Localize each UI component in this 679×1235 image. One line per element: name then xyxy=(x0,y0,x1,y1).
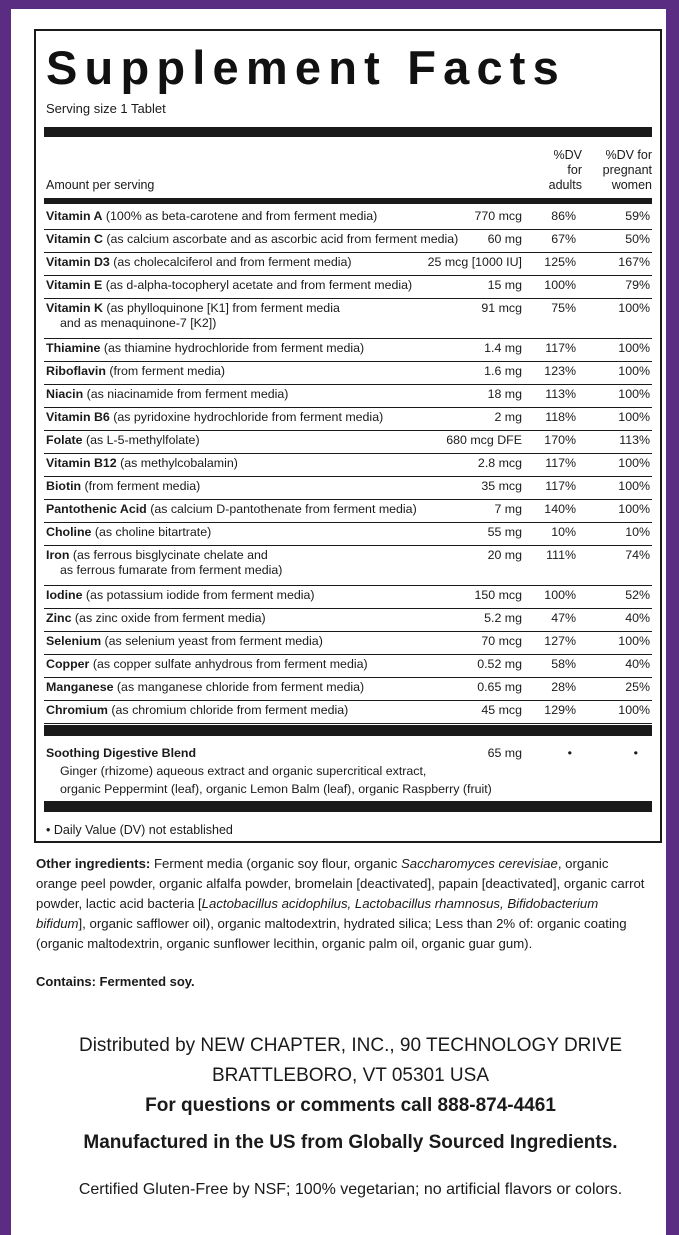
certification-statement: Certified Gluten-Free by NSF; 100% vegetarian; no artificial flavors or colors. xyxy=(78,1181,623,1198)
nutrient-row xyxy=(44,339,652,362)
nutrient-row xyxy=(44,655,652,678)
nutrient-name: Manganese xyxy=(46,680,114,694)
nutrient-name: Vitamin A xyxy=(46,209,103,223)
nutrient-name: Pantothenic Acid xyxy=(46,502,147,516)
nutrient-source-cont: and as menaquinone-7 [K2]) xyxy=(60,316,217,330)
nutrient-name: Vitamin D3 xyxy=(46,255,110,269)
nutrient-row xyxy=(44,230,652,253)
panel-title: Supplement Facts xyxy=(46,41,567,94)
nutrient-row xyxy=(44,362,652,385)
nutrient-row xyxy=(44,276,652,299)
nutrient-name: Iron xyxy=(46,548,70,562)
dv-adult: 58% xyxy=(551,657,576,671)
nutrient-row xyxy=(44,632,652,655)
nutrient-amount: 55 mg xyxy=(487,525,522,539)
dv-pregnant: 59% xyxy=(625,209,650,223)
nutrient-source: (as zinc oxide from ferment media) xyxy=(71,611,266,625)
nutrient-source: (from ferment media) xyxy=(105,364,226,378)
nutrient-source-cont: as ferrous fumarate from ferment media) xyxy=(60,563,283,577)
nutrient-name: Vitamin B6 xyxy=(46,410,110,424)
dv-adult: 117% xyxy=(545,479,576,493)
column-header xyxy=(46,139,652,195)
dv-footnote: • Daily Value (DV) not established xyxy=(46,823,233,837)
dv-adult: 118% xyxy=(545,410,576,424)
thick-divider-top xyxy=(44,127,652,137)
nutrient-name: Vitamin E xyxy=(46,278,103,292)
nutrient-row xyxy=(44,500,652,523)
dv-pregnant: 100% xyxy=(618,364,650,378)
thick-divider-blend xyxy=(44,725,652,736)
nutrient-amount: 770 mcg xyxy=(474,209,522,223)
dv-adults-header: %DV for adults xyxy=(548,148,582,192)
nutrient-name: Vitamin C xyxy=(46,232,103,246)
dv-adult: 129% xyxy=(544,703,576,717)
nutrient-row xyxy=(44,523,652,546)
nutrient-name: Folate xyxy=(46,433,83,447)
dv-pregnant: 100% xyxy=(618,479,650,493)
nutrient-amount: 1.4 mg xyxy=(484,341,522,355)
blend-name: Soothing Digestive Blend xyxy=(46,746,197,760)
nutrient-row xyxy=(44,385,652,408)
nutrient-source: (as chromium chloride from ferment media) xyxy=(107,703,349,717)
product-label xyxy=(11,9,666,1235)
dv-adult: 86% xyxy=(551,209,576,223)
nutrient-amount: 35 mcg xyxy=(481,479,522,493)
amount-per-serving-label: Amount per serving xyxy=(46,178,155,192)
dv-adult: 127% xyxy=(544,634,576,648)
dv-pregnant: 100% xyxy=(618,410,650,424)
nutrient-amount: 45 mcg xyxy=(481,703,522,717)
dv-pregnant: 40% xyxy=(625,611,650,625)
nutrient-row xyxy=(44,408,652,431)
nutrient-name: Biotin xyxy=(46,479,82,493)
nutrient-name: Niacin xyxy=(46,387,84,401)
dv-pregnant: 100% xyxy=(618,703,650,717)
nutrient-amount: 70 mcg xyxy=(481,634,522,648)
nutrient-name: Selenium xyxy=(46,634,102,648)
nutrient-amount: 15 mg xyxy=(487,278,522,292)
nutrient-source: (as niacinamide from ferment media) xyxy=(83,387,289,401)
blend-amount: 65 mg xyxy=(487,746,522,760)
dv-adult: 117% xyxy=(545,456,576,470)
nutrient-amount: 5.2 mg xyxy=(484,611,522,625)
dv-adult: 123% xyxy=(544,364,576,378)
dv-pregnant: 25% xyxy=(625,680,650,694)
dv-pregnant: 74% xyxy=(625,548,650,562)
manufacturing-statement: Manufactured in the US from Globally Sourced Ingredients. xyxy=(83,1132,618,1153)
nutrient-amount: 91 mcg xyxy=(481,301,522,315)
dv-adult: 140% xyxy=(544,502,576,516)
nutrient-amount: 150 mcg xyxy=(474,588,522,602)
blend-dv-pregnant: • xyxy=(633,746,638,760)
nutrient-row xyxy=(44,546,652,586)
nutrient-source: (as ferrous bisglycinate chelate and xyxy=(69,548,268,562)
dv-pregnant: 10% xyxy=(625,525,650,539)
nutrient-amount: 2 mg xyxy=(494,410,522,424)
nutrient-name: Copper xyxy=(46,657,90,671)
blend-ingredients-line1: Ginger (rhizome) aqueous extract and organic supercritical extract, xyxy=(60,764,427,778)
nutrient-source: (as pyridoxine hydrochloride from ferment media) xyxy=(109,410,384,424)
dv-pregnant-header: %DV for pregnant women xyxy=(602,148,652,192)
dv-adult: 117% xyxy=(545,341,576,355)
dv-pregnant: 100% xyxy=(618,341,650,355)
nutrient-name: Thiamine xyxy=(46,341,101,355)
nutrient-source: (as cholecalciferol and from ferment media) xyxy=(109,255,352,269)
nutrient-source: (as calcium ascorbate and as ascorbic acid from ferment media) xyxy=(102,232,459,246)
dv-adult: 125% xyxy=(544,255,576,269)
distributor-address: BRATTLEBORO, VT 05301 USA xyxy=(211,1065,489,1086)
nutrient-amount: 7 mg xyxy=(494,502,522,516)
nutrient-source: (as selenium yeast from ferment media) xyxy=(101,634,323,648)
nutrient-amount: 60 mg xyxy=(487,232,522,246)
dv-adult: 67% xyxy=(551,232,576,246)
dv-pregnant: 100% xyxy=(618,634,650,648)
nutrient-amount: 0.65 mg xyxy=(477,680,522,694)
dv-adult: 28% xyxy=(551,680,576,694)
nutrient-name: Vitamin B12 xyxy=(46,456,117,470)
dv-pregnant: 40% xyxy=(625,657,650,671)
thick-divider-bottom xyxy=(44,801,652,812)
nutrient-row xyxy=(44,454,652,477)
nutrient-amount: 25 mcg [1000 IU] xyxy=(427,255,522,269)
nutrient-row xyxy=(44,701,652,724)
nutrient-amount: 2.8 mcg xyxy=(477,456,522,470)
nutrient-amount: 18 mg xyxy=(487,387,522,401)
distributor-line: Distributed by NEW CHAPTER, INC., 90 TECHNOLOGY DRIVE xyxy=(78,1035,623,1056)
dv-adult: 75% xyxy=(551,301,576,315)
nutrient-source: (as phylloquinone [K1] from ferment media xyxy=(102,301,340,315)
dv-pregnant: 167% xyxy=(618,255,650,269)
dv-adult: 100% xyxy=(544,278,576,292)
nutrient-row xyxy=(44,586,652,609)
dv-pregnant: 50% xyxy=(625,232,650,246)
dv-adult: 100% xyxy=(544,588,576,602)
nutrient-amount: 0.52 mg xyxy=(477,657,522,671)
allergen-statement: Contains: Fermented soy. xyxy=(36,974,195,989)
dv-pregnant: 113% xyxy=(619,433,650,447)
nutrient-name: Vitamin K xyxy=(46,301,103,315)
nutrient-row xyxy=(44,678,652,701)
nutrient-source: (as manganese chloride from ferment media) xyxy=(113,680,365,694)
nutrient-source: (as choline bitartrate) xyxy=(91,525,212,539)
nutrient-name: Iodine xyxy=(46,588,83,602)
dv-pregnant: 100% xyxy=(618,456,650,470)
dv-pregnant: 52% xyxy=(625,588,650,602)
dv-adult: 47% xyxy=(551,611,576,625)
dv-pregnant: 100% xyxy=(618,502,650,516)
medium-divider xyxy=(44,198,652,204)
nutrient-amount: 680 mcg DFE xyxy=(446,433,522,447)
dv-adult: 10% xyxy=(551,525,576,539)
nutrient-name: Chromium xyxy=(46,703,108,717)
nutrient-row xyxy=(44,253,652,276)
other-ingredients: Other ingredients: Ferment media (organic soy flour, organic Saccharomyces cerevisiae, organic orange peel powder, organic alfalfa powder, bromelain [deactivated], papain [deactivated], organic carrot powder, lactic acid bacteria [Lactobacillus acidophilus, Lactobacillus rhamnosus, Bifidobacterium bifidum], organic safflower oil), organic maltodextrin, hydrated silica; Less than 2% of: organic coating (organic maltodextrin, organic sunflower lecithin, organic palm oil, organic guar gum). xyxy=(36,856,645,951)
dv-adult: 170% xyxy=(544,433,576,447)
serving-size: Serving size 1 Tablet xyxy=(46,101,166,116)
contact-phone: For questions or comments call 888-874-4461 xyxy=(145,1095,556,1116)
blend-ingredients-line2: organic Peppermint (leaf), organic Lemon Balm (leaf), organic Raspberry (fruit) xyxy=(60,782,492,796)
dv-pregnant: 79% xyxy=(625,278,650,292)
nutrient-source: (as copper sulfate anhydrous from ferment media) xyxy=(89,657,368,671)
nutrient-amount: 20 mg xyxy=(487,548,522,562)
nutrient-table xyxy=(44,207,652,724)
nutrient-row xyxy=(44,609,652,632)
dv-pregnant: 100% xyxy=(618,387,650,401)
blend-dv-adult: • xyxy=(567,746,572,760)
nutrient-source: (as L-5-methylfolate) xyxy=(82,433,200,447)
nutrient-row xyxy=(44,431,652,454)
nutrient-source: (as potassium iodide from ferment media) xyxy=(82,588,315,602)
nutrient-source: (as methylcobalamin) xyxy=(116,456,238,470)
nutrient-source: (100% as beta-carotene and from ferment media) xyxy=(102,209,378,223)
nutrient-name: Riboflavin xyxy=(46,364,106,378)
nutrient-row xyxy=(44,299,652,339)
nutrient-row xyxy=(44,477,652,500)
nutrient-source: (as d-alpha-tocopheryl acetate and from ferment media) xyxy=(102,278,413,292)
supplement-facts-panel xyxy=(34,29,662,843)
dv-adult: 113% xyxy=(545,387,576,401)
nutrient-name: Choline xyxy=(46,525,92,539)
nutrient-source: (as thiamine hydrochloride from ferment media) xyxy=(100,341,365,355)
nutrient-amount: 1.6 mg xyxy=(484,364,522,378)
nutrient-name: Zinc xyxy=(46,611,72,625)
nutrient-source: (from ferment media) xyxy=(81,479,201,493)
digestive-blend-row xyxy=(46,744,652,798)
nutrient-source: (as calcium D-pantothenate from ferment media) xyxy=(146,502,417,516)
dv-adult: 111% xyxy=(546,548,576,562)
dv-pregnant: 100% xyxy=(618,301,650,315)
nutrient-row xyxy=(44,207,652,230)
